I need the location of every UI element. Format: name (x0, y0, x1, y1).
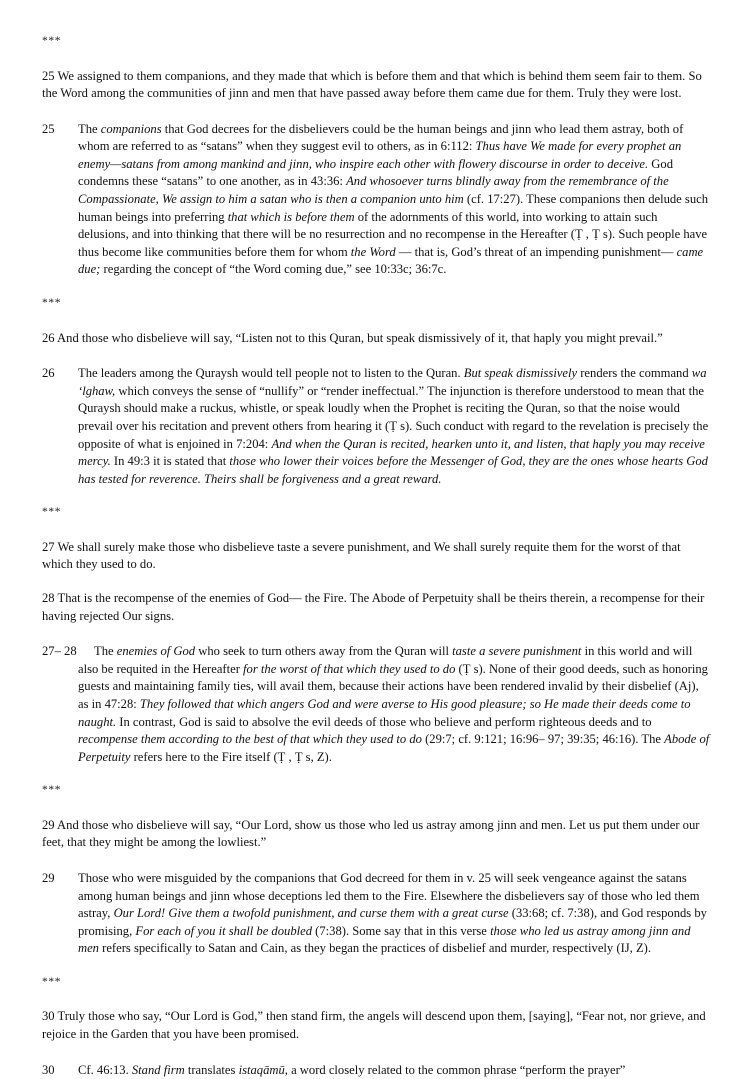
verse-text-25: 25 We assigned to them companions, and they made that which is before them and that which is behind them seem fair to them. So the Word among the communities of jinn and men that have passed away before them came due for them. Truly they were lost. (42, 68, 702, 101)
section-divider: *** (42, 784, 62, 797)
commentary-number-29: 29 (42, 871, 55, 885)
commentary-number-27-28: 27– 28 (42, 644, 77, 659)
commentary-block-27-28 (42, 643, 710, 766)
commentary-number-26: 26 (42, 366, 55, 381)
section-divider: *** (42, 975, 62, 988)
verse-text-30: 30 Truly those who say, “Our Lord is God,” then stand firm, the angels will descend upon them, [saying], “Fear not, nor grieve, and rejoice in the Garden that you have been promised. (42, 1009, 706, 1042)
commentary-body-30: Cf. 46:13. Stand firm translates istaqāmū, a word closely related to the common phrase “perform the prayer” (78, 1062, 626, 1077)
commentary-number-30: 30 (42, 1062, 55, 1077)
verse-text-29: 29 And those who disbelieve will say, “Our Lord, show us those who led us astray among jinn and men. Let us put them under our feet, that they might be among the lowliest.” (42, 817, 700, 850)
commentary-number-25: 25 (42, 121, 55, 136)
commentary-block-29 (42, 870, 710, 958)
commentary-body-27-28: The enemies of God who seek to turn others away from the Quran will taste a severe punishment in this world and will also be requited in the Hereafter for the worst of that which they used to do (Ṭ s). None of their good deeds, such as honoring guests and maintaining family ties, will avail them, because their actions have been rendered invalid by their disbelief (Aj), as in 47:28: They followed that which angers God and were averse to His good pleasure; so He made their deeds come to naught. In contrast, God is said to absolve the evil deeds of those who believe and perform righteous deeds and to recompense them according to the best of that which they used to do (29:7; cf. 9:121; 16:96– 97; 39:35; 46:16). The Abode of Perpetuity refers here to the Fire itself (Ṭ , Ṭ s, Z). (78, 644, 710, 764)
verse-text-26: 26 And those who disbelieve will say, “Listen not to this Quran, but speak dismissively of it, that haply you might prevail.” (42, 330, 663, 345)
commentary-block-30 (42, 1062, 710, 1079)
commentary-body-26: The leaders among the Quraysh would tell people not to listen to the Quran. But speak dismissively renders the command wa ʻlghaw, which conveys the sense of “nullify” or “render ineffectual.” The injunction is therefore understood to mean that the Quraysh should make a ruckus, whistle, or speak loudly when the Prophet is reciting the Quran, so that the noise would prevail over his recitation and prevent others from hearing it (Ṭ s). Such conduct with regard to the revelation is precisely the opposite of what is enjoined in 7:204: And when the Quran is recited, hearken unto it, and listen, that haply you may receive mercy. In 49:3 it is stated that those who lower their voices before the Messenger of God, they are the ones whose hearts God has tested for reverence. Theirs shall be forgiveness and a great reward. (78, 366, 709, 486)
commentary-block-25 (42, 121, 710, 279)
commentary-body-29: Those who were misguided by the companions that God decreed for them in v. 25 will seek vengeance against the satans among human beings and jinn whose deceptions led them to the Fire. Elsewhere the disbelievers say of those who led them astray, Our Lord! Give them a twofold punishment, and curse them with a great curse (33:68; cf. 7:38), and God responds by promising, For each of you it shall be doubled (7:38). Some say that in this verse those who led us astray among jinn and men refers specifically to Satan and Cain, as they began the practices of disbelief and murder, respectively (IJ, Z). (78, 871, 707, 956)
commentary-body-25: The companions that God decrees for the disbelievers could be the human beings and jinn who lead them astray, both of whom are referred to as “satans” when they suggest evil to others, as in 6:112: Thus have We made for every prophet an enemy—satans from among mankind and jinn, who inspire each other with flowery discourse in order to deceive. God condemns these “satans” to one another, as in 43:36: And whosoever turns blindly away from the remembrance of the Compassionate, We assign to him a satan who is then a companion unto him (cf. 17:27). These companions then delude such human beings into preferring that which is before them of the adornments of this world, into working to attain such delusions, and into thinking that there will be no resurrection and no recompense in the Hereafter (Ṭ , Ṭ s). Such people have thus become like communities before them for whom the Word — that is, God’s threat of an impending punishment— came due; regarding the concept of “the Word coming due,” see 10:33c; 36:7c. (78, 121, 708, 277)
section-divider: *** (42, 35, 62, 47)
section-divider: *** (42, 506, 62, 519)
commentary-block-26 (42, 365, 710, 488)
verse-text-28: 28 That is the recompense of the enemies of God— the Fire. The Abode of Perpetuity shall be theirs therein, a recompense for their having rejected Our signs. (42, 590, 705, 623)
section-divider: *** (42, 297, 62, 310)
verse-text-27: 27 We shall surely make those who disbelieve taste a severe punishment, and We shall surely requite them for the worst of that which they used to do. (42, 539, 681, 572)
